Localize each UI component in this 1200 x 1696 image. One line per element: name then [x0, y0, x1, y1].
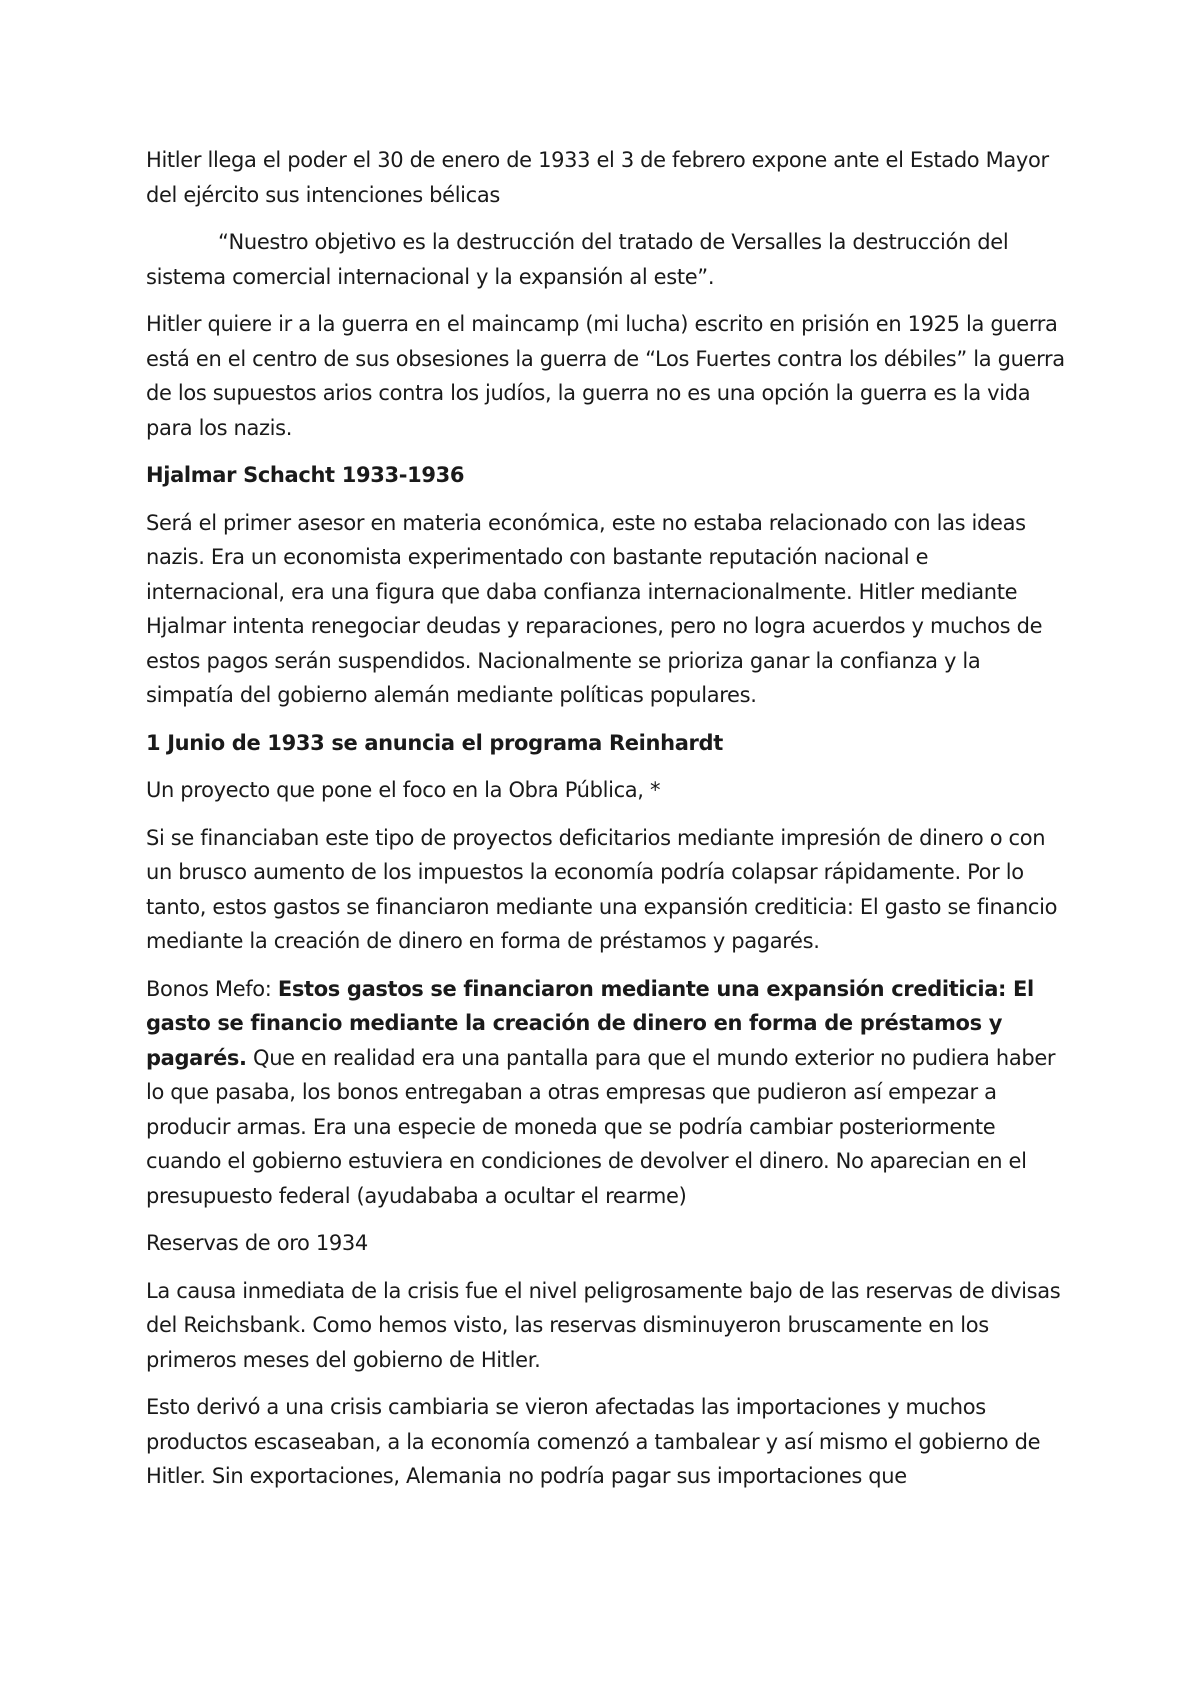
paragraph-war: Hitler quiere ir a la guerra en el maincamp (mi lucha) escrito en prisión en 1925 la guerra está en el centro de sus obsesiones la guerra de “Los Fuertes contra los débiles” la guerra de los supuestos arios contra los judíos, la guerra no es una opción la guerra es la vida para los nazis.	[146, 312, 1065, 440]
heading-schacht: Hjalmar Schacht 1933-1936	[146, 463, 465, 487]
mefo-bold-text: Estos gastos se financiaron mediante una expansión crediticia: El gasto se financio mediante la creación de dinero en forma de préstamos y pagarés.	[146, 976, 1034, 1070]
quote-paragraph: “Nuestro objetivo es la destrucción del tratado de Versalles la destrucción del sistema comercial internacional y la expansión al este”.	[146, 230, 1009, 289]
paragraph-obra-publica: Un proyecto que pone el foco en la Obra Pública, *	[146, 778, 661, 802]
mefo-lead: Bonos Mefo:	[146, 976, 278, 1001]
paragraph-intro: Hitler llega el poder el 30 de enero de 1933 el 3 de febrero expone ante el Estado Mayor del ejército sus intenciones bélicas	[146, 148, 1049, 207]
heading-reinhardt: 1 Junio de 1933 se anuncia el programa Reinhardt	[146, 730, 723, 755]
paragraph-mefo	[146, 972, 1066, 1214]
paragraph-reservas-title: Reservas de oro 1934	[146, 1231, 368, 1255]
mefo-rest: Que en realidad era una pantalla para que el mundo exterior no pudiera haber lo que pasaba, los bonos entregaban a otras empresas que pudieron así empezar a producir armas. Era una especie de moneda que se podría cambiar posteriormente cuando el gobierno estuviera en condiciones de devolver el dinero. No aparecian en el presupuesto federal (ayudababa a ocultar el rearme)	[146, 1045, 1056, 1208]
paragraph-financing: Si se financiaban este tipo de proyectos deficitarios mediante impresión de dinero o con un brusco aumento de los impuestos la economía podría colapsar rápidamente. Por lo tanto, estos gastos se financiaron mediante una expansión crediticia: El gasto se financio mediante la creación de dinero en forma de préstamos y pagarés.	[146, 825, 1058, 953]
paragraph-schacht: Será el primer asesor en materia económica, este no estaba relacionado con las ideas nazis. Era un economista experimentado con bastante reputación nacional e internacional, era una figura que daba confianza internacionalmente. Hitler mediante Hjalmar intenta renegociar deudas y reparaciones, pero no logra acuerdos y muchos de estos pagos serán suspendidos. Nacionalmente se prioriza ganar la confianza y la simpatía del gobierno alemán mediante políticas populares.	[146, 510, 1043, 707]
document-body	[146, 143, 1066, 1507]
paragraph-reservas: La causa inmediata de la crisis fue el nivel peligrosamente bajo de las reservas de divisas del Reichsbank. Como hemos visto, las reservas disminuyeron bruscamente en los primeros meses del gobierno de Hitler.	[146, 1278, 1061, 1372]
paragraph-crisis: Esto derivó a una crisis cambiaria se vieron afectadas las importaciones y muchos productos escaseaban, a la economía comenzó a tambalear y así mismo el gobierno de Hitler. Sin exportaciones, Alemania no podría pagar sus importaciones que	[146, 1395, 1041, 1488]
